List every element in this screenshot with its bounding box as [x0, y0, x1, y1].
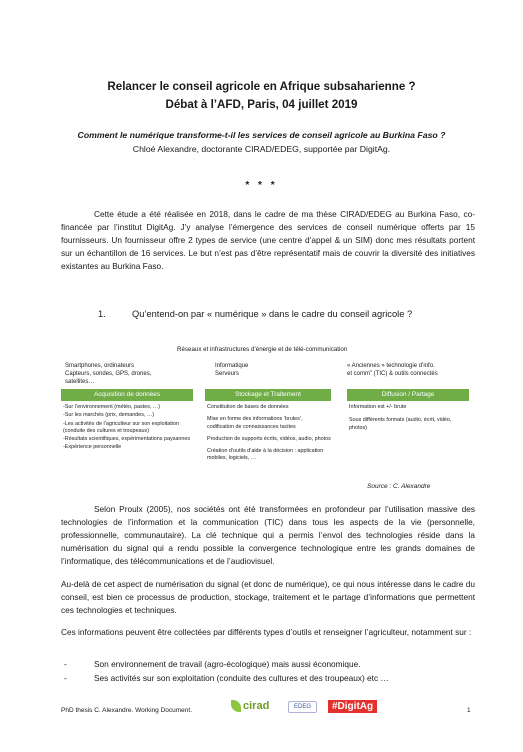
diagram-title: Réseaux et infrastructures d’énergie et de télé-communication: [177, 346, 348, 353]
body-paragraph-3: [61, 626, 475, 639]
list-item: [61, 671, 475, 685]
list-item: Sous différents formats (audio, écrit, vidéo, photos): [349, 417, 452, 431]
list-item: -Sur les marchés (prix, demandes, …): [63, 412, 155, 419]
bullet-dash: -: [64, 673, 67, 683]
intro-text: Cette étude a été réalisée en 2018, dans le cadre de ma thèse CIRAD/EDEG au Burkina Faso, co-financée par l’institut DigitAg. J’y analyse l’émergence des services de conseil numérique offerts par 15 fournisseurs. Un fournisseur offre 2 types de service (une centre d’appel & un SIM) donc mes résultats portent sur un échantillon de 16 services. Le but n’est pas d’être représentatif mais de couvrir la diversité des initiatives existantes au Burkina Faso.: [61, 209, 475, 271]
storage-list: [207, 404, 331, 464]
list-item: Constitution de bases de données: [207, 404, 289, 410]
column-header-acquisition: Acquisition de données: [61, 389, 193, 401]
bullet-dash: -: [64, 659, 67, 669]
separator: * * *: [245, 180, 278, 191]
page-number: 1: [467, 707, 471, 714]
diagram-caption: Source : C. Alexandre: [367, 483, 431, 490]
subtitle: Comment le numérique transforme-t-il les services de conseil agricole au Burkina Faso ?: [77, 130, 446, 140]
bullet-text: Son environnement de travail (agro-écologique) mais aussi économique.: [94, 659, 361, 669]
body-paragraph-2: [61, 578, 475, 617]
diagram: [59, 340, 469, 490]
footer-text: PhD thesis C. Alexandre. Working Document.: [61, 707, 193, 714]
list-item: -Sur l’environnement (météo, pastes, …): [63, 404, 161, 410]
list-item: -Résultats scientifiques, expérimentations paysannes: [63, 436, 191, 443]
body-text: Au-delà de cet aspect de numérisation du signal (et donc de numérique), ce qui nous intéresse dans le cadre du conseil, est bien ce processus de production, stockage, traitement et le partage d’informations que permettent ces technologies et techniques.: [61, 579, 475, 615]
logo-cirad: [231, 700, 269, 712]
list-item: -Expérience personnelle: [63, 444, 122, 451]
list-item: Création d’outils d’aide à la décision : application mobiles, logiciels, …: [207, 448, 324, 462]
section-heading: Qu’entend-on par « numérique » dans le cadre du conseil agricole ?: [132, 309, 413, 319]
bullet-list: [61, 657, 475, 685]
acquisition-list: [63, 404, 195, 453]
diffusion-list: [349, 404, 469, 433]
top-mid-text: Informatique Serveurs: [215, 363, 249, 377]
list-item: [61, 657, 475, 671]
intro-paragraph: [61, 208, 475, 273]
body-text: Selon Proulx (2005), nos sociétés ont été transformées en profondeur par l’utilisation massive des technologies de l’information et la communication (TIC) dans tous les aspects de la vie (personnelle, professionnelle, communautaire). La clé technique qui a permis l’envol des technologies réside dans la numérisation du signal qui a rendu possible la convergence technologique entre les grands domaines de l’informatique, des télécommunications et de l’audiovisuel.: [61, 504, 475, 566]
column-header-storage: Stockage et Traitement: [205, 389, 331, 401]
document-title: Relancer le conseil agricole en Afrique subsaharienne ?: [107, 80, 416, 93]
list-item: Production de supports écrits, vidéos, audio, photos: [207, 435, 331, 442]
top-left-text: Smartphones, ordinateurs Capteurs, sondes, GPS, drones, satellites…: [65, 363, 152, 385]
leaf-icon: [231, 700, 241, 712]
list-item: Mise en forme des informations ‘brutes’, codification de connaissances tacites: [207, 416, 303, 430]
body-text: Ces informations peuvent être collectées par différents types d’outils et renseigner l’agriculteur, notamment sur :: [61, 627, 472, 637]
section-number: 1.: [98, 309, 106, 319]
logo-cirad-text: cirad: [243, 700, 270, 712]
top-right-text: « Anciennes » technologie d’info. et comm” (TIC) & outils connectés: [347, 363, 438, 377]
body-paragraph-1: [61, 503, 475, 568]
logo-digitag: #DigitAg: [328, 700, 377, 713]
column-header-diffusion: Diffusion / Partage: [347, 389, 469, 401]
author-line: Chloé Alexandre, doctorante CIRAD/EDEG, supportée par DigitAg.: [132, 144, 391, 154]
list-item: -Les activités de l’agriculteur sur son exploitation (conduite des cultures et troupeaux): [63, 420, 179, 434]
event-line: Débat à l’AFD, Paris, 04 juillet 2019: [165, 98, 358, 111]
bullet-text: Ses activités sur son exploitation (conduite des cultures et des troupeaux) etc …: [94, 673, 389, 683]
list-item: Information est +/- brute: [349, 404, 407, 410]
logo-edeg: EDEG: [288, 701, 317, 713]
